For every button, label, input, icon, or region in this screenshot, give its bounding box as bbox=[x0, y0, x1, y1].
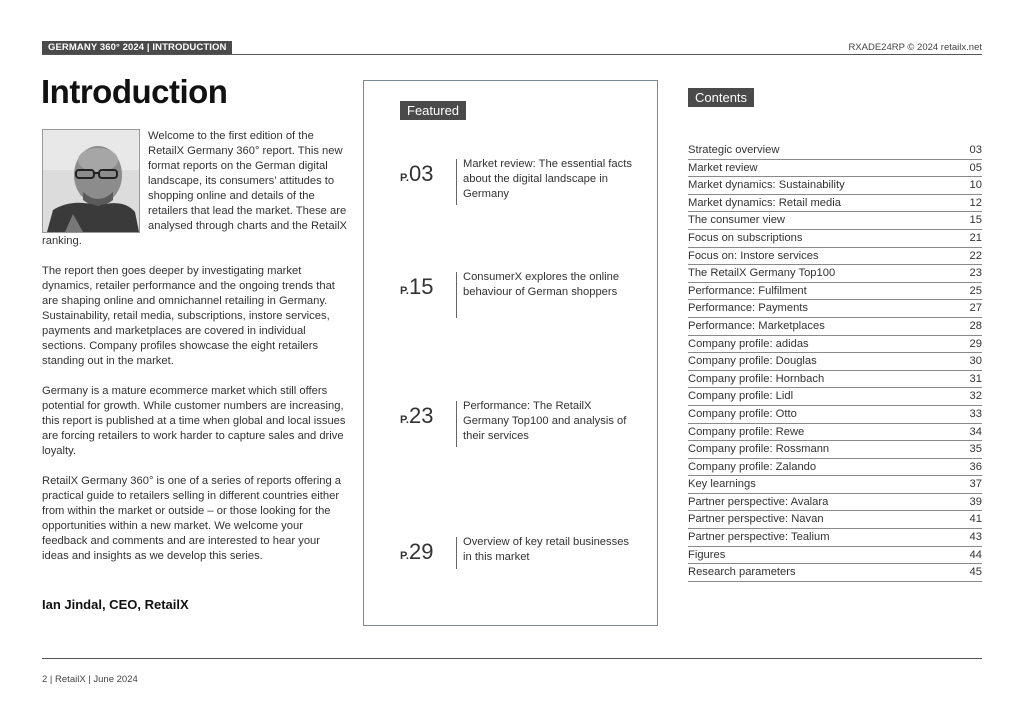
toc-entry[interactable] bbox=[688, 547, 982, 565]
toc-page: 27 bbox=[969, 302, 982, 315]
toc-page: 39 bbox=[969, 495, 982, 508]
toc-page: 33 bbox=[969, 407, 982, 420]
toc-title: Partner perspective: Tealium bbox=[688, 531, 830, 544]
toc-page: 31 bbox=[969, 372, 982, 385]
toc-title: Company profile: Lidl bbox=[688, 390, 794, 403]
toc-entry[interactable] bbox=[688, 388, 982, 406]
toc-entry[interactable] bbox=[688, 441, 982, 459]
header-reference: RXADE24RP © 2024 retailx.net bbox=[848, 42, 982, 53]
toc-title: Performance: Payments bbox=[688, 302, 809, 315]
page-footer: 2 | RetailX | June 2024 bbox=[42, 674, 138, 685]
toc-entry[interactable] bbox=[688, 142, 982, 160]
featured-description: ConsumerX explores the online behaviour of German shoppers bbox=[463, 271, 620, 298]
toc-page: 36 bbox=[969, 460, 982, 473]
toc-page: 23 bbox=[969, 267, 982, 280]
toc-entry[interactable] bbox=[688, 564, 982, 582]
featured-page-number: P.15 bbox=[400, 274, 434, 299]
toc-page: 30 bbox=[969, 355, 982, 368]
toc-entry[interactable] bbox=[688, 459, 982, 477]
toc-title: Focus on subscriptions bbox=[688, 231, 803, 244]
toc-entry[interactable] bbox=[688, 283, 982, 301]
toc-page: 44 bbox=[969, 548, 982, 561]
toc-title: Company profile: Otto bbox=[688, 407, 797, 420]
toc-page: 34 bbox=[969, 425, 982, 438]
intro-paragraph: Germany is a mature ecommerce market which still offers potential for growth. While customer numbers are increasing, this report is published at a time when global and local issues are forcing retailers to work harder to capture sales and drive loyalty. bbox=[42, 385, 346, 457]
toc-title: Focus on: Instore services bbox=[688, 249, 819, 262]
toc-title: Performance: Fulfilment bbox=[688, 284, 807, 297]
toc-title: Company profile: adidas bbox=[688, 337, 809, 350]
featured-divider bbox=[456, 537, 457, 569]
toc-entry[interactable] bbox=[688, 160, 982, 178]
intro-text bbox=[42, 129, 347, 579]
table-of-contents bbox=[688, 142, 982, 582]
toc-entry[interactable] bbox=[688, 300, 982, 318]
toc-entry[interactable] bbox=[688, 195, 982, 213]
toc-title: Company profile: Zalando bbox=[688, 460, 817, 473]
toc-page: 37 bbox=[969, 478, 982, 491]
page-title: Introduction bbox=[41, 73, 228, 110]
toc-page: 35 bbox=[969, 443, 982, 456]
intro-paragraph: Welcome to the first edition of the RetailX Germany 360° report. This new format reports on the German digital landscape, its consumers’ attitudes to shopping online and details of the retailers that lead the market. These are analysed through charts and the RetailX ranking. bbox=[42, 130, 348, 247]
featured-description: Market review: The essential facts about the digital landscape in Germany bbox=[463, 158, 632, 200]
featured-page-number: P.23 bbox=[400, 403, 434, 428]
toc-title: Company profile: Hornbach bbox=[688, 372, 825, 385]
toc-title: The consumer view bbox=[688, 214, 785, 227]
toc-page: 03 bbox=[969, 144, 982, 156]
featured-page-number: P.29 bbox=[400, 539, 434, 564]
toc-title: Partner perspective: Avalara bbox=[688, 495, 829, 508]
toc-entry[interactable] bbox=[688, 230, 982, 248]
toc-entry[interactable] bbox=[688, 371, 982, 389]
toc-title: Performance: Marketplaces bbox=[688, 319, 825, 332]
toc-page: 10 bbox=[969, 179, 982, 192]
toc-page: 12 bbox=[969, 196, 982, 209]
featured-label: Featured bbox=[400, 101, 466, 120]
toc-page: 28 bbox=[969, 319, 982, 332]
featured-description: Performance: The RetailX Germany Top100 and analysis of their services bbox=[463, 400, 627, 442]
toc-title: Strategic overview bbox=[688, 144, 780, 156]
toc-entry[interactable] bbox=[688, 424, 982, 442]
toc-title: The RetailX Germany Top100 bbox=[688, 267, 836, 280]
toc-page: 25 bbox=[969, 284, 982, 297]
toc-title: Market dynamics: Sustainability bbox=[688, 179, 845, 192]
toc-title: Market review bbox=[688, 161, 758, 174]
toc-entry[interactable] bbox=[688, 406, 982, 424]
toc-page: 15 bbox=[969, 214, 982, 227]
toc-entry[interactable] bbox=[688, 177, 982, 195]
toc-page: 43 bbox=[969, 531, 982, 544]
intro-paragraph: RetailX Germany 360° is one of a series of reports offering a practical guide to retailers selling in different countries either from within the market or outside – or those looking for the opportunities within a new market. We welcome your feedback and comments and are interested to hear your ideas and insights as we develop this series. bbox=[42, 475, 342, 562]
featured-page-number: P.03 bbox=[400, 161, 434, 186]
toc-title: Research parameters bbox=[688, 566, 796, 579]
toc-page: 21 bbox=[969, 231, 982, 244]
toc-entry[interactable] bbox=[688, 212, 982, 230]
featured-description: Overview of key retail businesses in this market bbox=[463, 536, 630, 563]
toc-page: 41 bbox=[969, 513, 982, 526]
toc-title: Key learnings bbox=[688, 478, 756, 491]
toc-entry[interactable] bbox=[688, 336, 982, 354]
toc-entry[interactable] bbox=[688, 494, 982, 512]
toc-title: Market dynamics: Retail media bbox=[688, 196, 841, 209]
featured-panel bbox=[363, 80, 658, 626]
contents-label: Contents bbox=[688, 88, 754, 107]
featured-divider bbox=[456, 401, 457, 447]
toc-title: Company profile: Rossmann bbox=[688, 443, 830, 456]
toc-title: Partner perspective: Navan bbox=[688, 513, 824, 526]
toc-entry[interactable] bbox=[688, 476, 982, 494]
footer-divider bbox=[42, 658, 982, 659]
toc-title: Figures bbox=[688, 548, 726, 561]
toc-page: 45 bbox=[969, 566, 982, 579]
featured-divider bbox=[456, 272, 457, 318]
header-divider bbox=[42, 54, 982, 55]
section-tag: GERMANY 360° 2024 | INTRODUCTION bbox=[42, 41, 232, 54]
toc-title: Company profile: Rewe bbox=[688, 425, 805, 438]
toc-entry[interactable] bbox=[688, 265, 982, 283]
toc-entry[interactable] bbox=[688, 248, 982, 266]
featured-divider bbox=[456, 159, 457, 205]
toc-page: 29 bbox=[969, 337, 982, 350]
signature: Ian Jindal, CEO, RetailX bbox=[42, 597, 189, 612]
toc-entry[interactable] bbox=[688, 353, 982, 371]
toc-page: 05 bbox=[969, 161, 982, 174]
toc-entry[interactable] bbox=[688, 529, 982, 547]
intro-paragraph: The report then goes deeper by investigating market dynamics, retailer performance and the ongoing trends that are shaping online and omnichannel retailing in Germany. Sustainability, retail media, subscriptions, instore services, payments and marketplaces are covered in individual sections. Company profiles showcase the eight retailers standing out in the market. bbox=[42, 265, 335, 367]
toc-entry[interactable] bbox=[688, 318, 982, 336]
toc-page: 22 bbox=[969, 249, 982, 262]
toc-title: Company profile: Douglas bbox=[688, 355, 817, 368]
toc-entry[interactable] bbox=[688, 511, 982, 529]
toc-page: 32 bbox=[969, 390, 982, 403]
